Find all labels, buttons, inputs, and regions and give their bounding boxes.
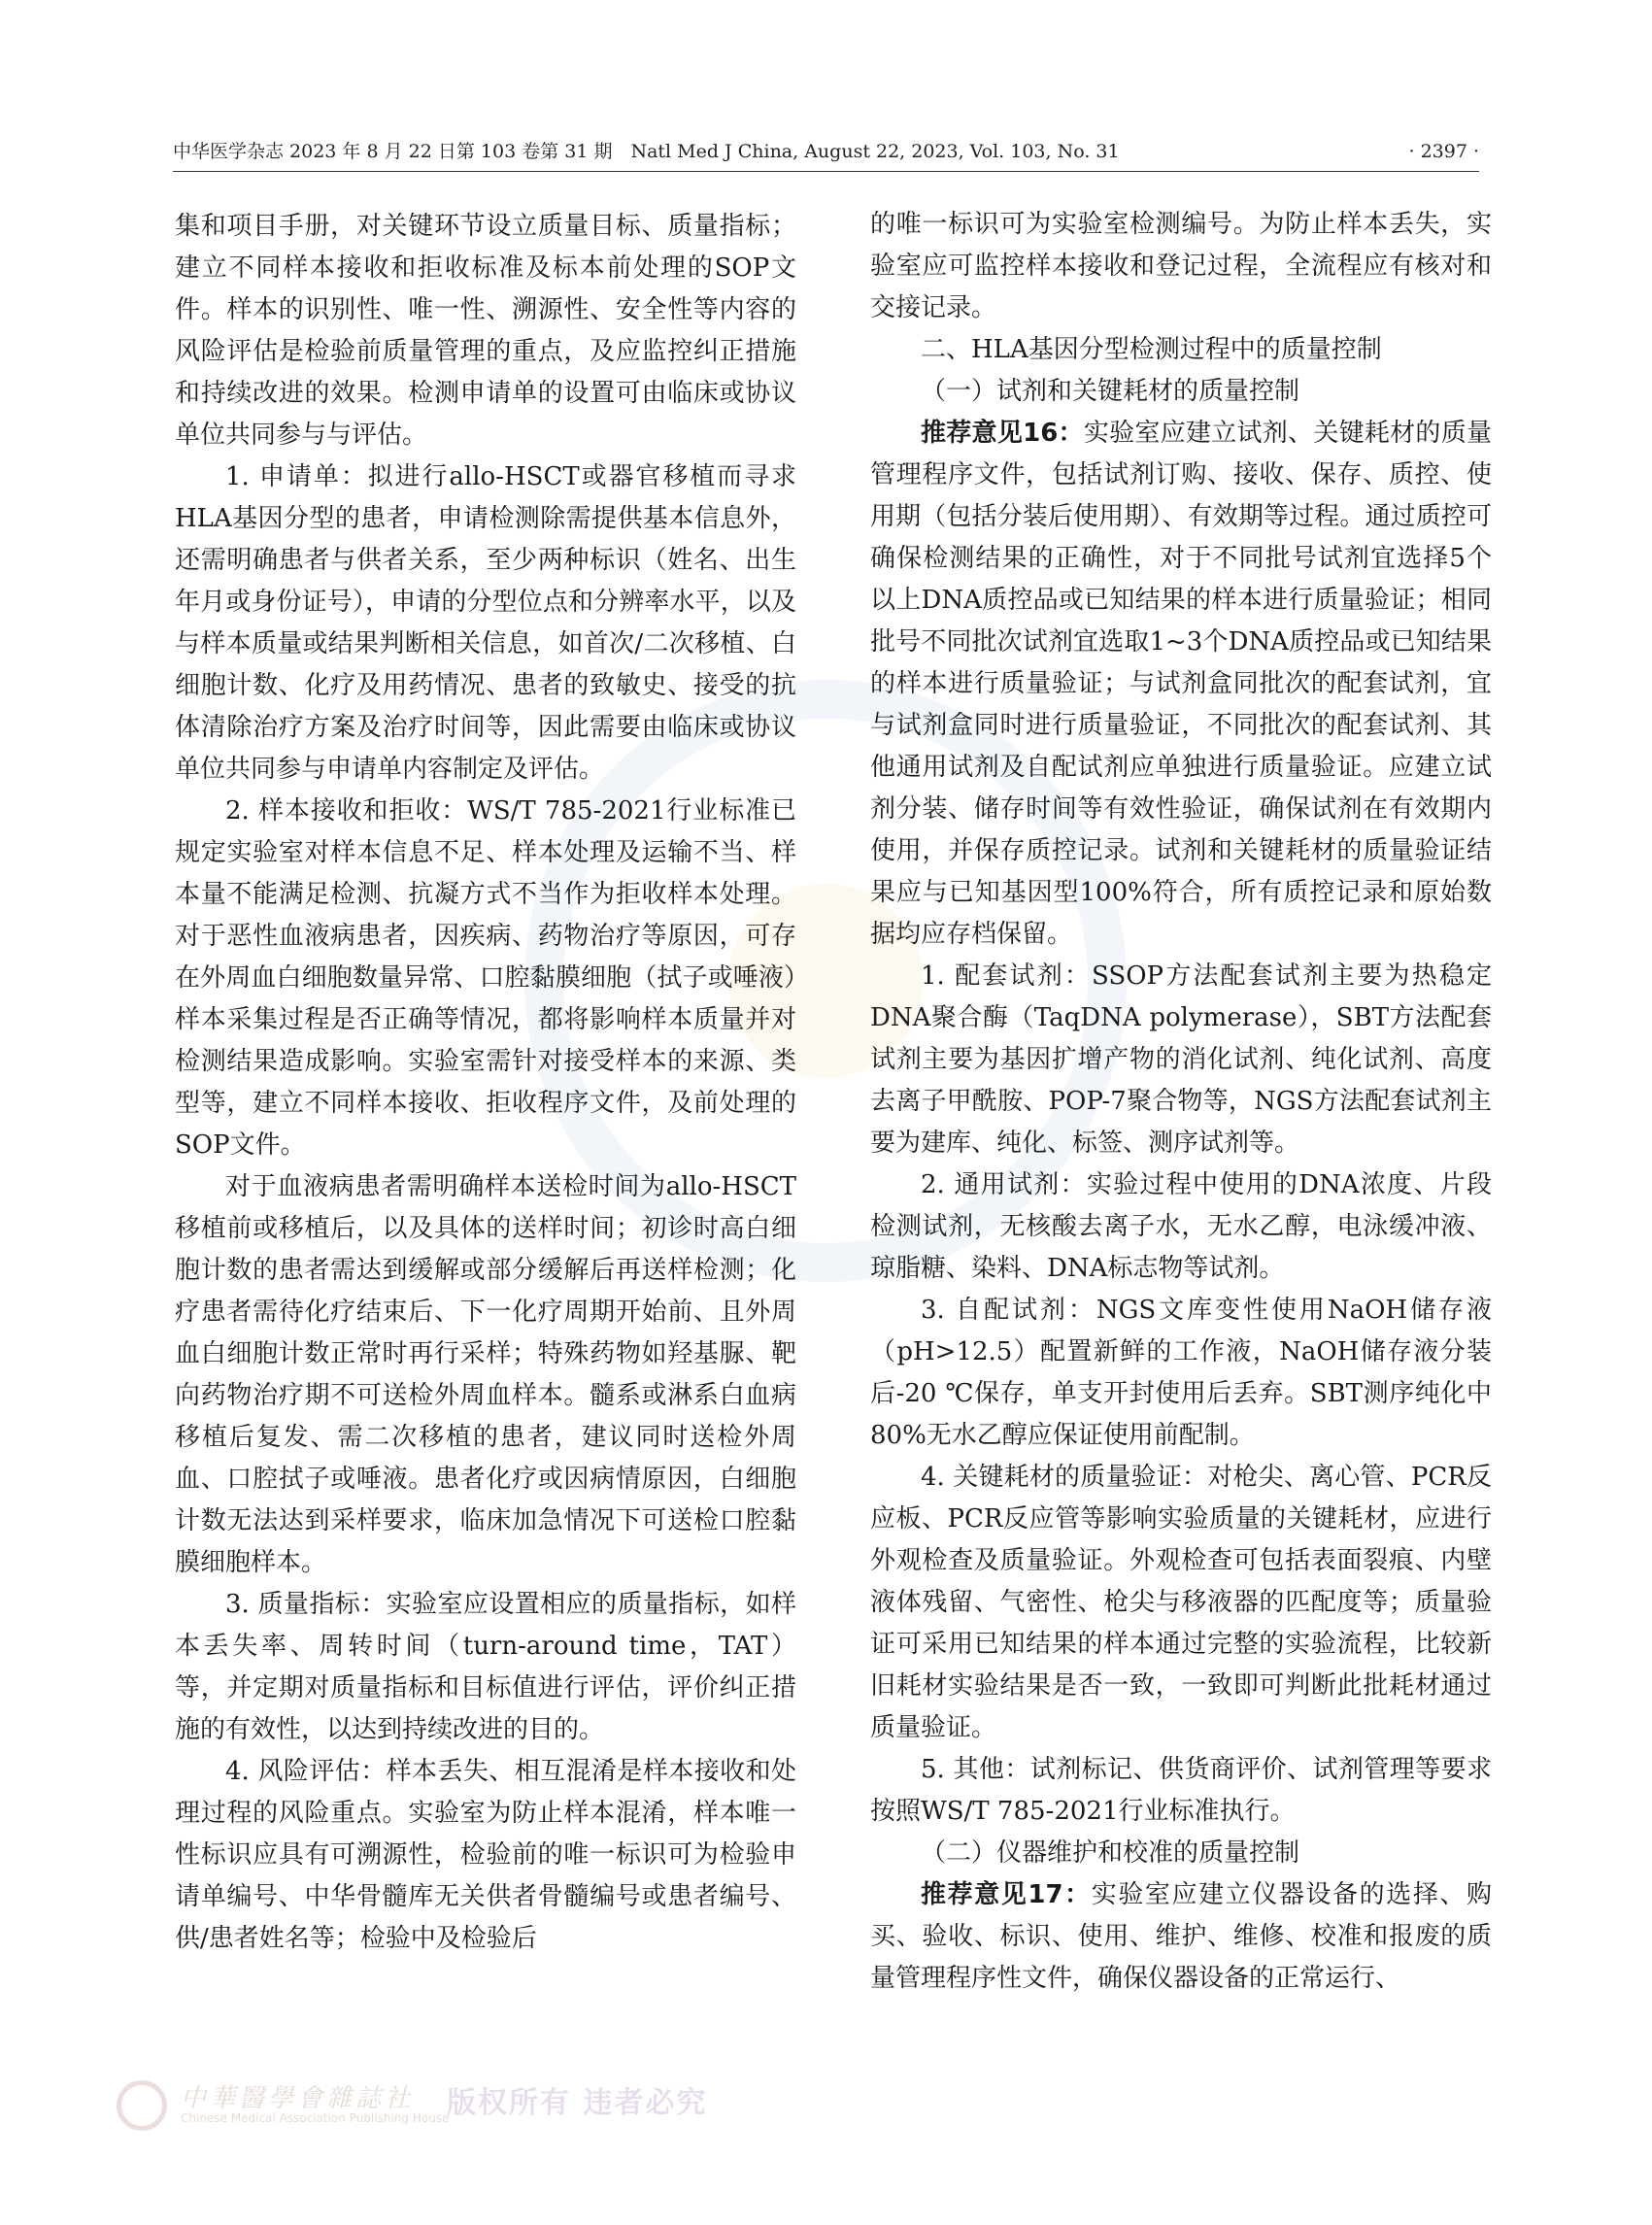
running-header bbox=[173, 132, 1479, 172]
recommendation-label: 推荐意见16： bbox=[921, 419, 1084, 448]
recommendation-text: 实验室应建立仪器设备的选择、购买、验收、标识、使用、维护、维修、校准和报废的质量管理程序性文件，确保仪器设备的正常运行、 bbox=[870, 1880, 1492, 1993]
subsection-heading: （二）仪器维护和校准的质量控制 bbox=[921, 1838, 1300, 1868]
paragraph: 2. 样本接收和拒收：WS/T 785-2021行业标准已规定实验室对样本信息不足、样本处理及运输不当、样本量不能满足检测、抗凝方式不当作为拒收样本处理。对于恶性血液病患者，因疾病、药物治疗等原因，可存在外周血白细胞数量异常、口腔黏膜细胞（拭子或唾液）样本采集过程是否正确等情况，都将影响样本质量并对检测结果造成影响。实验室需针对接受样本的来源、类型等，建立不同样本接收、拒收程序文件，及前处理的SOP文件。 bbox=[175, 796, 796, 1160]
paragraph: 4. 风险评估：样本丢失、相互混淆是样本接收和处理过程的风险重点。实验室为防止样本混淆，样本唯一性标识应具有可溯源性，检验前的唯一标识可为检验申请单编号、中华骨髓库无关供者骨髓编号或患者编号、供/患者姓名等；检验中及检验后 bbox=[175, 1757, 796, 1953]
paragraph: 2. 通用试剂：实验过程中使用的DNA浓度、片段检测试剂，无核酸去离子水，无水乙醇，电泳缓冲液、琼脂糖、染料、DNA标志物等试剂。 bbox=[870, 1170, 1492, 1283]
recommendation-16 bbox=[870, 413, 1492, 956]
paragraph: 1. 申请单：拟进行allo-HSCT或器官移植而寻求HLA基因分型的患者，申请检测除需提供基本信息外，还需明确患者与供者关系，至少两种标识（姓名、出生年月或身份证号），申请的分型位点和分辨率水平，以及与样本质量或结果判断相关信息，如首次/二次移植、白细胞计数、化疗及用药情况、患者的致敏史、接受的抗体清除治疗方案及治疗时间等，因此需要由临床或协议单位共同参与申请单内容制定及评估。 bbox=[175, 462, 796, 784]
journal-citation: 中华医学杂志 2023 年 8 月 22 日第 103 卷第 31 期 Natl Med J China, August 22, 2023, Vol. 103, No. 31 bbox=[173, 141, 1120, 162]
paragraph: 1. 配套试剂：SSOP方法配套试剂主要为热稳定DNA聚合酶（TaqDNA polymerase），SBT方法配套试剂主要为基因扩增产物的消化试剂、纯化试剂、高度去离子甲酰胺、POP-7聚合物等，NGS方法配套试剂主要为建库、纯化、标签、测序试剂等。 bbox=[870, 961, 1492, 1158]
recommendation-label: 推荐意见17： bbox=[921, 1880, 1092, 1909]
subsection-heading: （一）试剂和关键耗材的质量控制 bbox=[921, 377, 1300, 406]
recommendation-17 bbox=[870, 1874, 1492, 2000]
recommendation-text: 实验室应建立试剂、关键耗材的质量管理程序文件，包括试剂订购、接收、保存、质控、使用期（包括分装后使用期）、有效期等过程。通过质控可确保检测结果的正确性，对于不同批号试剂宜选择5个以上DNA质控品或已知结果的样本进行质量验证；相同批号不同批次试剂宜选取1~3个DNA质控品或已知结果的样本进行质量验证；与试剂盒同批次的配套试剂，宜与试剂盒同时进行质量验证，不同批次的配套试剂、其他通用试剂及自配试剂应单独进行质量验证。应建立试剂分装、储存时间等有效性验证，确保试剂在有效期内使用，并保存质控记录。试剂和关键耗材的质量验证结果应与已知基因型100%符合，所有质控记录和原始数据均应存档保留。 bbox=[870, 419, 1492, 949]
paragraph: 3. 自配试剂：NGS文库变性使用NaOH储存液（pH>12.5）配置新鲜的工作液，NaOH储存液分装后-20 ℃保存，单支开封使用后丢弃。SBT测序纯化中80%无水乙醇应保证使用前配制。 bbox=[870, 1296, 1492, 1450]
footer-watermark bbox=[117, 2078, 796, 2137]
paragraph: 4. 关键耗材的质量验证：对枪尖、离心管、PCR反应板、PCR反应管等影响实验质量的关键耗材，应进行外观检查及质量验证。外观检查可包括表面裂痕、内壁液体残留、气密性、枪尖与移液器的匹配度等；质量验证可采用已知结果的样本通过完整的实验流程，比较新旧耗材实验结果是否一致，一致即可判断此批耗材通过质量验证。 bbox=[870, 1463, 1492, 1742]
publisher-name-en: Chinese Medical Association Publishing House bbox=[181, 2111, 450, 2125]
paragraph: 3. 质量指标：实验室应设置相应的质量指标，如样本丢失率、周转时间（turn-around time，TAT）等，并定期对质量指标和目标值进行评估，评价纠正措施的有效性，以达到持续改进的目的。 bbox=[175, 1590, 796, 1744]
page-number: · 2397 · bbox=[1408, 141, 1479, 162]
left-column bbox=[175, 206, 796, 1960]
publisher-logo-icon bbox=[117, 2080, 167, 2131]
paragraph: 的唯一标识可为实验室检测编号。为防止样本丢失，实验室应可监控样本接收和登记过程，全流程应有核对和交接记录。 bbox=[870, 210, 1492, 322]
right-column bbox=[870, 204, 1492, 2000]
paragraph: 5. 其他：试剂标记、供货商评价、试剂管理等要求按照WS/T 785-2021行业标准执行。 bbox=[870, 1755, 1492, 1826]
paragraph: 集和项目手册，对关键环节设立质量目标、质量指标；建立不同样本接收和拒收标准及标本前处理的SOP文件。样本的识别性、唯一性、溯源性、安全性等内容的风险评估是检验前质量管理的重点，及应监控纠正措施和持续改进的效果。检测申请单的设置可由临床或协议单位共同参与与评估。 bbox=[175, 212, 796, 450]
paragraph: 对于血液病患者需明确样本送检时间为allo-HSCT移植前或移植后，以及具体的送样时间；初诊时高白细胞计数的患者需达到缓解或部分缓解后再送样检测；化疗患者需待化疗结束后、下一化疗周期开始前、且外周血白细胞计数正常时再行采样；特殊药物如羟基脲、靶向药物治疗期不可送检外周血样本。髓系或淋系白血病移植后复发、需二次移植的患者，建议同时送检外周血、口腔拭子或唾液。患者化疗或因病情原因，白细胞计数无法达到采样要求，临床加急情况下可送检口腔黏膜细胞样本。 bbox=[175, 1172, 796, 1577]
copyright-notice: 版权所有 违者必究 bbox=[447, 2086, 708, 2120]
publisher-name: 中華醫學會雜誌社 bbox=[181, 2084, 415, 2113]
section-heading: 二、HLA基因分型检测过程中的质量控制 bbox=[921, 335, 1382, 364]
